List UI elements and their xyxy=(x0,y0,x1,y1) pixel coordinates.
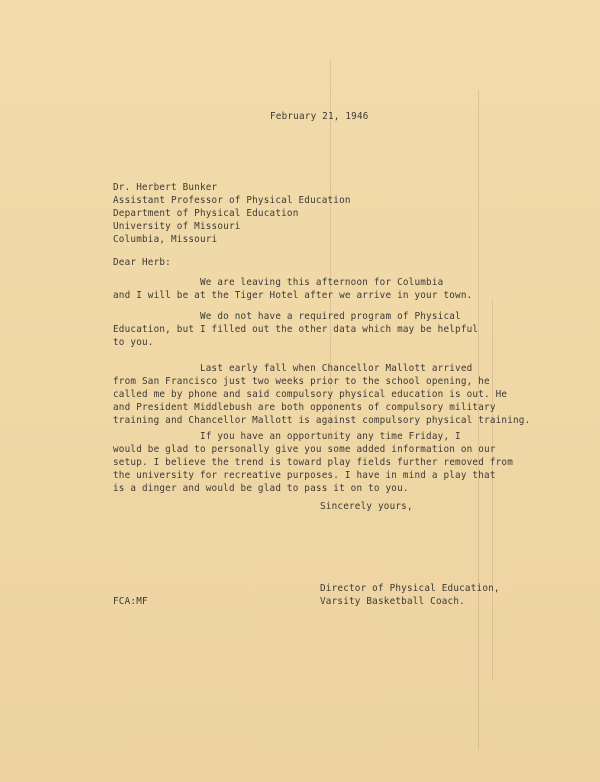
letter-date: February 21, 1946 xyxy=(270,111,369,122)
paragraph-line: If you have an opportunity any time Friday, I xyxy=(113,431,461,442)
paragraph-1 xyxy=(113,276,472,302)
signature-block xyxy=(320,582,500,608)
paragraph-line: setup. I believe the trend is toward play fields further removed from xyxy=(113,457,514,468)
paragraph-2 xyxy=(113,310,478,349)
paragraph-4 xyxy=(113,430,513,495)
paragraph-line: Education, but I filled out the other data which may be helpful xyxy=(113,324,479,335)
paragraph-line: called me by phone and said compulsory physical education is out. He xyxy=(113,389,508,400)
paragraph-line: to you. xyxy=(113,337,154,348)
recipient-line: Assistant Professor of Physical Education xyxy=(113,195,351,206)
paragraph-line: We do not have a required program of Physical xyxy=(113,311,461,322)
paragraph-line: and I will be at the Tiger Hotel after we arrive in your town. xyxy=(113,290,473,301)
signature-line: Director of Physical Education, xyxy=(320,583,500,594)
recipient-line: Columbia, Missouri xyxy=(113,234,218,245)
salutation: Dear Herb: xyxy=(113,257,171,268)
paragraph-line: is a dinger and would be glad to pass it on to you. xyxy=(113,483,409,494)
typist-initials: FCA:MF xyxy=(113,596,148,607)
paragraph-line: training and Chancellor Mallott is against compulsory physical training. xyxy=(113,415,531,426)
paragraph-line: the university for recreative purposes. I have in mind a play that xyxy=(113,470,496,481)
recipient-address xyxy=(113,181,351,246)
signature-line: Varsity Basketball Coach. xyxy=(320,596,465,607)
paragraph-line: and President Middlebush are both opponents of compulsory military xyxy=(113,402,496,413)
paragraph-line: would be glad to personally give you some added information on our xyxy=(113,444,496,455)
paragraph-line: We are leaving this afternoon for Columbia xyxy=(113,277,444,288)
paragraph-3 xyxy=(113,362,530,427)
paragraph-line: Last early fall when Chancellor Mallott arrived xyxy=(113,363,473,374)
closing: Sincerely yours, xyxy=(320,501,413,512)
paragraph-line: from San Francisco just two weeks prior to the school opening, he xyxy=(113,376,490,387)
recipient-line: University of Missouri xyxy=(113,221,241,232)
recipient-line: Department of Physical Education xyxy=(113,208,299,219)
recipient-line: Dr. Herbert Bunker xyxy=(113,182,218,193)
